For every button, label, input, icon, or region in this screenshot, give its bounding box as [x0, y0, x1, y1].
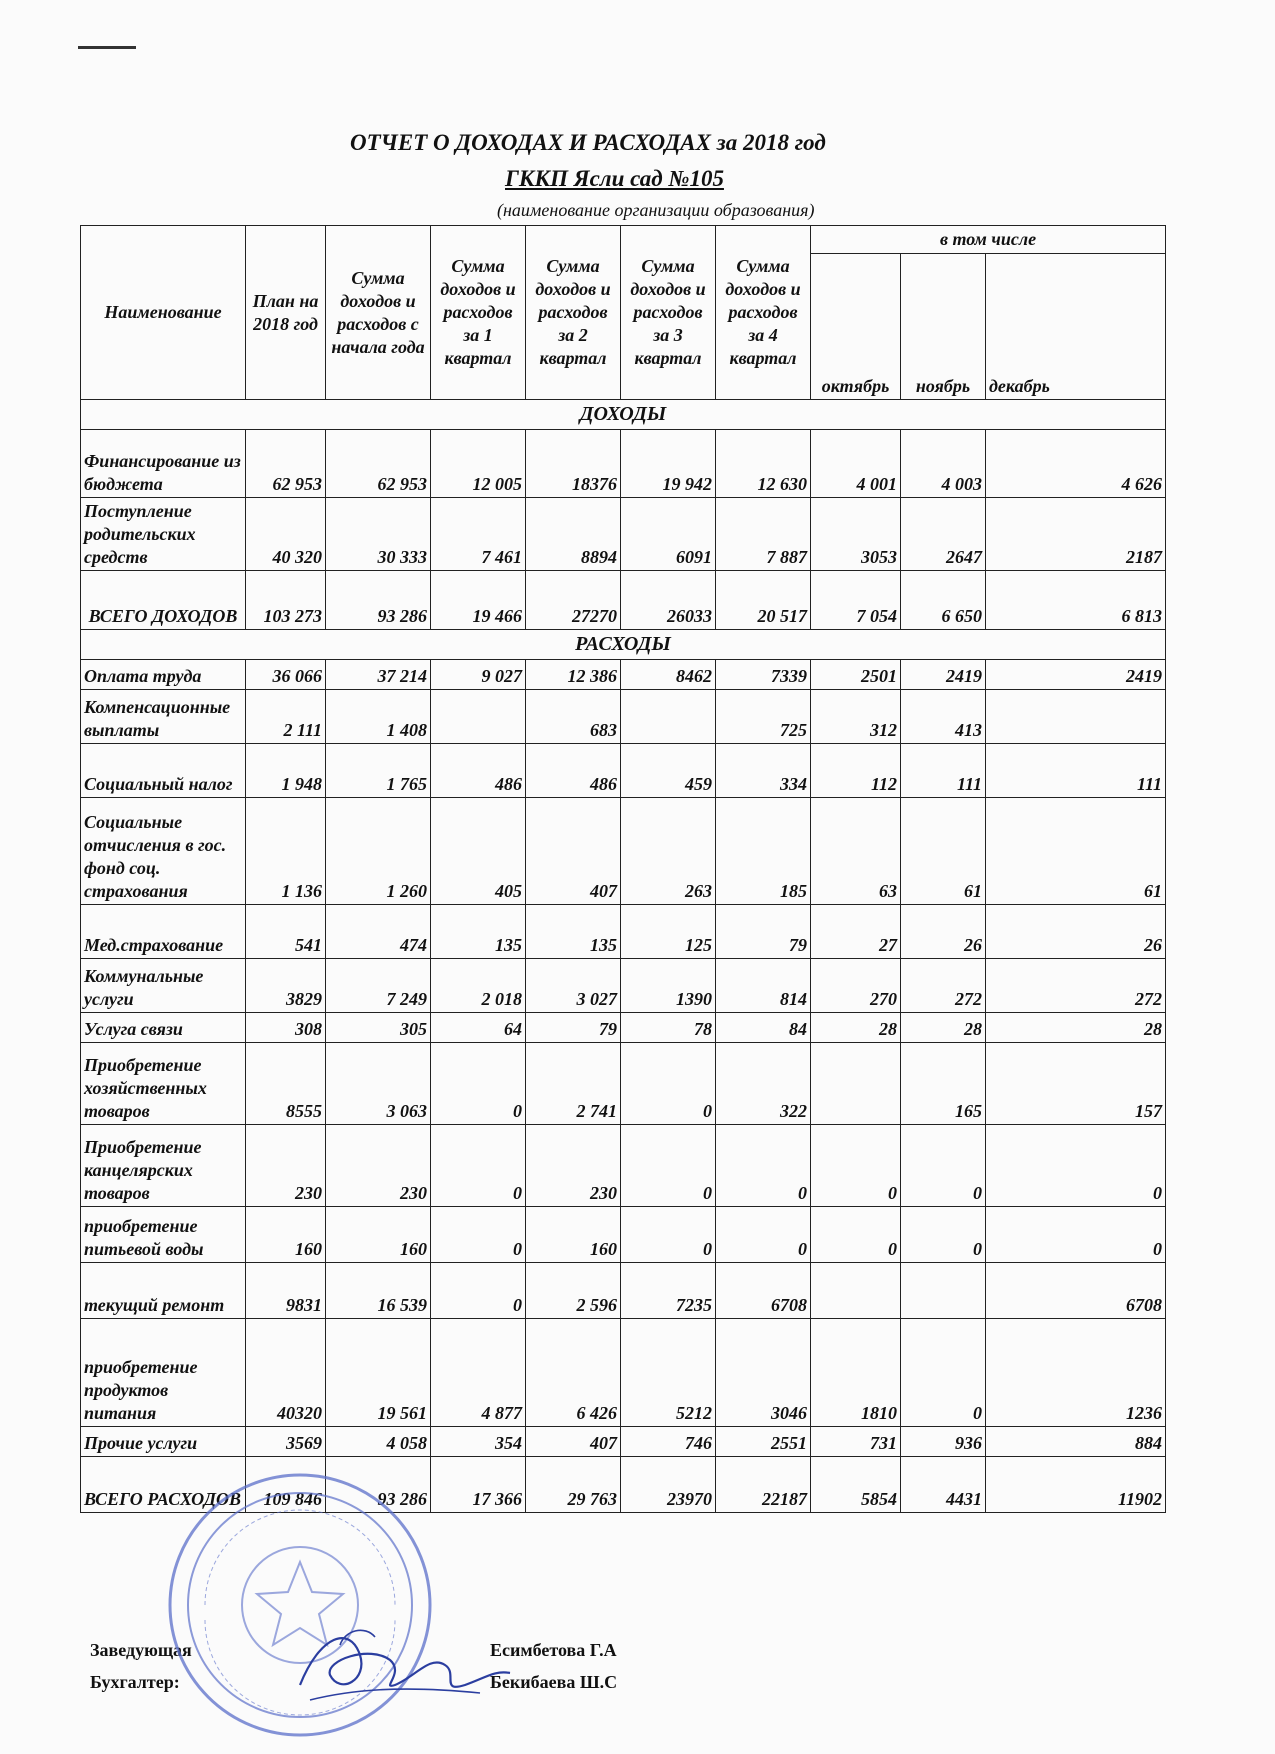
- cell-oct: 731: [811, 1427, 901, 1457]
- cell-oct: 1810: [811, 1319, 901, 1427]
- row-name: ВСЕГО ДОХОДОВ: [81, 571, 246, 630]
- cell-q4: 7339: [716, 660, 811, 690]
- row-name: Финансирование из бюджета: [81, 430, 246, 498]
- cell-q4: 2551: [716, 1427, 811, 1457]
- cell-plan: 160: [246, 1207, 326, 1263]
- cell-oct: 112: [811, 744, 901, 798]
- row-name: текущий ремонт: [81, 1263, 246, 1319]
- cell-oct: 0: [811, 1125, 901, 1207]
- cell-q1: 4 877: [431, 1319, 526, 1427]
- cell-q2: 2 596: [526, 1263, 621, 1319]
- cell-q3: 263: [621, 798, 716, 905]
- cell-dec: 6708: [986, 1263, 1166, 1319]
- cell-oct: 5854: [811, 1457, 901, 1513]
- handwritten-signature-icon: [280, 1615, 520, 1715]
- cell-q4: 185: [716, 798, 811, 905]
- cell-nov: 61: [901, 798, 986, 905]
- report-title: ОТЧЕТ О ДОХОДАХ И РАСХОДАХ за 2018 год: [350, 130, 826, 155]
- cell-oct: 7 054: [811, 571, 901, 630]
- cell-q3: 6091: [621, 498, 716, 571]
- row-name: Компенсационные выплаты: [81, 690, 246, 744]
- cell-dec: 157: [986, 1043, 1166, 1125]
- cell-ytd: 305: [326, 1013, 431, 1043]
- row-name: приобретение питьевой воды: [81, 1207, 246, 1263]
- cell-q2: 160: [526, 1207, 621, 1263]
- table-row: [81, 1427, 1166, 1457]
- table-row: [81, 905, 1166, 959]
- cell-plan: 1 136: [246, 798, 326, 905]
- cell-q3: 0: [621, 1125, 716, 1207]
- cell-q1: 0: [431, 1043, 526, 1125]
- table-row: [81, 1207, 1166, 1263]
- cell-dec: 11902: [986, 1457, 1166, 1513]
- cell-nov: 2419: [901, 660, 986, 690]
- cell-ytd: 1 408: [326, 690, 431, 744]
- cell-nov: 936: [901, 1427, 986, 1457]
- cell-oct: 4 001: [811, 430, 901, 498]
- cell-plan: 308: [246, 1013, 326, 1043]
- cell-q1: 12 005: [431, 430, 526, 498]
- row-name: Социальный налог: [81, 744, 246, 798]
- table-row: [81, 1125, 1166, 1207]
- col-header-name: Наименование: [81, 226, 246, 400]
- col-header-q4: Сумма доходов и расходов за 4 квартал: [716, 226, 811, 400]
- cell-plan: 40320: [246, 1319, 326, 1427]
- row-name: Коммунальные услуги: [81, 959, 246, 1013]
- cell-q3: 746: [621, 1427, 716, 1457]
- cell-q4: 322: [716, 1043, 811, 1125]
- table-row-total: [81, 571, 1166, 630]
- col-header-nov: ноябрь: [901, 254, 986, 400]
- cell-q4: 79: [716, 905, 811, 959]
- cell-q3: 0: [621, 1207, 716, 1263]
- cell-q4: 20 517: [716, 571, 811, 630]
- organization-caption: (наименование организации образования): [497, 200, 815, 220]
- table-row: [81, 1013, 1166, 1043]
- cell-plan: 36 066: [246, 660, 326, 690]
- cell-q3: 19 942: [621, 430, 716, 498]
- cell-ytd: 7 249: [326, 959, 431, 1013]
- cell-q1: 0: [431, 1207, 526, 1263]
- cell-q2: 407: [526, 798, 621, 905]
- cell-dec: 61: [986, 798, 1166, 905]
- cell-q1: 0: [431, 1263, 526, 1319]
- cell-oct: 312: [811, 690, 901, 744]
- cell-dec: 0: [986, 1125, 1166, 1207]
- cell-q2: 18376: [526, 430, 621, 498]
- cell-dec: 1236: [986, 1319, 1166, 1427]
- cell-q2: 2 741: [526, 1043, 621, 1125]
- table-row: [81, 744, 1166, 798]
- cell-q4: 814: [716, 959, 811, 1013]
- cell-q3: 0: [621, 1043, 716, 1125]
- row-name: Мед.страхование: [81, 905, 246, 959]
- table-row: [81, 430, 1166, 498]
- cell-q3: 26033: [621, 571, 716, 630]
- cell-plan: 3569: [246, 1427, 326, 1457]
- cell-q2: 486: [526, 744, 621, 798]
- cell-nov: 4431: [901, 1457, 986, 1513]
- cell-q1: 354: [431, 1427, 526, 1457]
- cell-nov: 28: [901, 1013, 986, 1043]
- cell-q3: 23970: [621, 1457, 716, 1513]
- cell-q4: 0: [716, 1207, 811, 1263]
- cell-nov: 0: [901, 1125, 986, 1207]
- cell-q3: 8462: [621, 660, 716, 690]
- row-name: приобретение продуктов питания: [81, 1319, 246, 1427]
- cell-plan: 230: [246, 1125, 326, 1207]
- cell-oct: 0: [811, 1207, 901, 1263]
- cell-q3: 125: [621, 905, 716, 959]
- cell-ytd: 16 539: [326, 1263, 431, 1319]
- table-row: [81, 660, 1166, 690]
- cell-q1: 486: [431, 744, 526, 798]
- cell-ytd: 4 058: [326, 1427, 431, 1457]
- table-row: [81, 690, 1166, 744]
- cell-ytd: 19 561: [326, 1319, 431, 1427]
- cell-q3: 459: [621, 744, 716, 798]
- table-row: [81, 1263, 1166, 1319]
- row-name: Поступление родительских средств: [81, 498, 246, 571]
- cell-dec: 272: [986, 959, 1166, 1013]
- cell-ytd: 93 286: [326, 1457, 431, 1513]
- cell-q4: 334: [716, 744, 811, 798]
- cell-q1: 2 018: [431, 959, 526, 1013]
- cell-q4: 0: [716, 1125, 811, 1207]
- row-name: Приобретение канцелярских товаров: [81, 1125, 246, 1207]
- col-header-dec: декабрь: [986, 254, 1166, 400]
- cell-q2: 12 386: [526, 660, 621, 690]
- cell-q1: 0: [431, 1125, 526, 1207]
- section-income: ДОХОДЫ: [81, 400, 1166, 430]
- cell-q2: 3 027: [526, 959, 621, 1013]
- cell-ytd: 1 260: [326, 798, 431, 905]
- cell-nov: [901, 1263, 986, 1319]
- cell-ytd: 30 333: [326, 498, 431, 571]
- cell-q3: 5212: [621, 1319, 716, 1427]
- row-name: Оплата труда: [81, 660, 246, 690]
- cell-oct: 28: [811, 1013, 901, 1043]
- cell-oct: 3053: [811, 498, 901, 571]
- income-expense-table: [80, 225, 1166, 1513]
- cell-q1: 135: [431, 905, 526, 959]
- cell-oct: 27: [811, 905, 901, 959]
- cell-oct: [811, 1043, 901, 1125]
- cell-q2: 8894: [526, 498, 621, 571]
- cell-oct: 270: [811, 959, 901, 1013]
- cell-nov: 0: [901, 1319, 986, 1427]
- cell-plan: 8555: [246, 1043, 326, 1125]
- cell-plan: 541: [246, 905, 326, 959]
- cell-q1: 17 366: [431, 1457, 526, 1513]
- table-row: [81, 798, 1166, 905]
- cell-ytd: 474: [326, 905, 431, 959]
- cell-dec: 6 813: [986, 571, 1166, 630]
- cell-q1: 19 466: [431, 571, 526, 630]
- cell-q3: 78: [621, 1013, 716, 1043]
- cell-q1: 7 461: [431, 498, 526, 571]
- col-header-ytd: Сумма доходов и расходов с начала года: [326, 226, 431, 400]
- cell-nov: 26: [901, 905, 986, 959]
- cell-ytd: 37 214: [326, 660, 431, 690]
- cell-q2: 407: [526, 1427, 621, 1457]
- cell-q3: 1390: [621, 959, 716, 1013]
- cell-plan: 62 953: [246, 430, 326, 498]
- row-name: Социальные отчисления в гос. фонд соц. страхования: [81, 798, 246, 905]
- cell-q2: 6 426: [526, 1319, 621, 1427]
- col-header-plan: План на 2018 год: [246, 226, 326, 400]
- cell-plan: 2 111: [246, 690, 326, 744]
- table-row: [81, 1043, 1166, 1125]
- cell-oct: [811, 1263, 901, 1319]
- row-name: Услуга связи: [81, 1013, 246, 1043]
- cell-dec: 0: [986, 1207, 1166, 1263]
- cell-dec: 4 626: [986, 430, 1166, 498]
- cell-q2: 230: [526, 1125, 621, 1207]
- cell-q1: [431, 690, 526, 744]
- col-header-q1: Сумма доходов и расходов за 1 квартал: [431, 226, 526, 400]
- cell-oct: 2501: [811, 660, 901, 690]
- cell-ytd: 62 953: [326, 430, 431, 498]
- cell-q4: 7 887: [716, 498, 811, 571]
- corner-dash-mark: [78, 46, 136, 49]
- col-header-oct: октябрь: [811, 254, 901, 400]
- cell-nov: 4 003: [901, 430, 986, 498]
- cell-q4: 3046: [716, 1319, 811, 1427]
- cell-dec: 26: [986, 905, 1166, 959]
- cell-nov: 6 650: [901, 571, 986, 630]
- col-header-including: в том числе: [811, 226, 1166, 254]
- accountant-name: Бекибаева Ш.С: [490, 1672, 618, 1692]
- director-role: Заведующая: [90, 1640, 192, 1660]
- cell-q2: 135: [526, 905, 621, 959]
- cell-q1: 9 027: [431, 660, 526, 690]
- cell-q3: 7235: [621, 1263, 716, 1319]
- cell-dec: 2187: [986, 498, 1166, 571]
- cell-q2: 27270: [526, 571, 621, 630]
- cell-dec: [986, 690, 1166, 744]
- cell-q4: 22187: [716, 1457, 811, 1513]
- cell-plan: 9831: [246, 1263, 326, 1319]
- cell-q4: 725: [716, 690, 811, 744]
- cell-q4: 12 630: [716, 430, 811, 498]
- cell-plan: 3829: [246, 959, 326, 1013]
- cell-ytd: 1 765: [326, 744, 431, 798]
- cell-dec: 884: [986, 1427, 1166, 1457]
- cell-q2: 29 763: [526, 1457, 621, 1513]
- cell-ytd: 230: [326, 1125, 431, 1207]
- cell-q4: 84: [716, 1013, 811, 1043]
- cell-q1: 405: [431, 798, 526, 905]
- director-name: Есимбетова Г.А: [490, 1640, 617, 1660]
- cell-q2: 79: [526, 1013, 621, 1043]
- cell-dec: 2419: [986, 660, 1166, 690]
- cell-q1: 64: [431, 1013, 526, 1043]
- cell-dec: 28: [986, 1013, 1166, 1043]
- cell-nov: 0: [901, 1207, 986, 1263]
- col-header-q3: Сумма доходов и расходов за 3 квартал: [621, 226, 716, 400]
- cell-ytd: 93 286: [326, 571, 431, 630]
- accountant-role: Бухгалтер:: [90, 1672, 180, 1692]
- cell-ytd: 3 063: [326, 1043, 431, 1125]
- cell-ytd: 160: [326, 1207, 431, 1263]
- cell-nov: 272: [901, 959, 986, 1013]
- cell-q3: [621, 690, 716, 744]
- cell-plan: 1 948: [246, 744, 326, 798]
- cell-plan: 40 320: [246, 498, 326, 571]
- section-expense: РАСХОДЫ: [81, 630, 1166, 660]
- cell-dec: 111: [986, 744, 1166, 798]
- cell-oct: 63: [811, 798, 901, 905]
- cell-plan: 109 846: [246, 1457, 326, 1513]
- cell-nov: 2647: [901, 498, 986, 571]
- cell-nov: 111: [901, 744, 986, 798]
- cell-nov: 413: [901, 690, 986, 744]
- row-name: Приобретение хозяйственных товаров: [81, 1043, 246, 1125]
- table-row: [81, 498, 1166, 571]
- cell-q4: 6708: [716, 1263, 811, 1319]
- cell-plan: 103 273: [246, 571, 326, 630]
- cell-nov: 165: [901, 1043, 986, 1125]
- table-row: [81, 959, 1166, 1013]
- row-name: Прочие услуги: [81, 1427, 246, 1457]
- row-name: ВСЕГО РАСХОДОВ: [81, 1457, 246, 1513]
- organization-name: ГККП Ясли сад №105: [505, 166, 724, 191]
- table-row: [81, 1319, 1166, 1427]
- col-header-q2: Сумма доходов и расходов за 2 квартал: [526, 226, 621, 400]
- cell-q2: 683: [526, 690, 621, 744]
